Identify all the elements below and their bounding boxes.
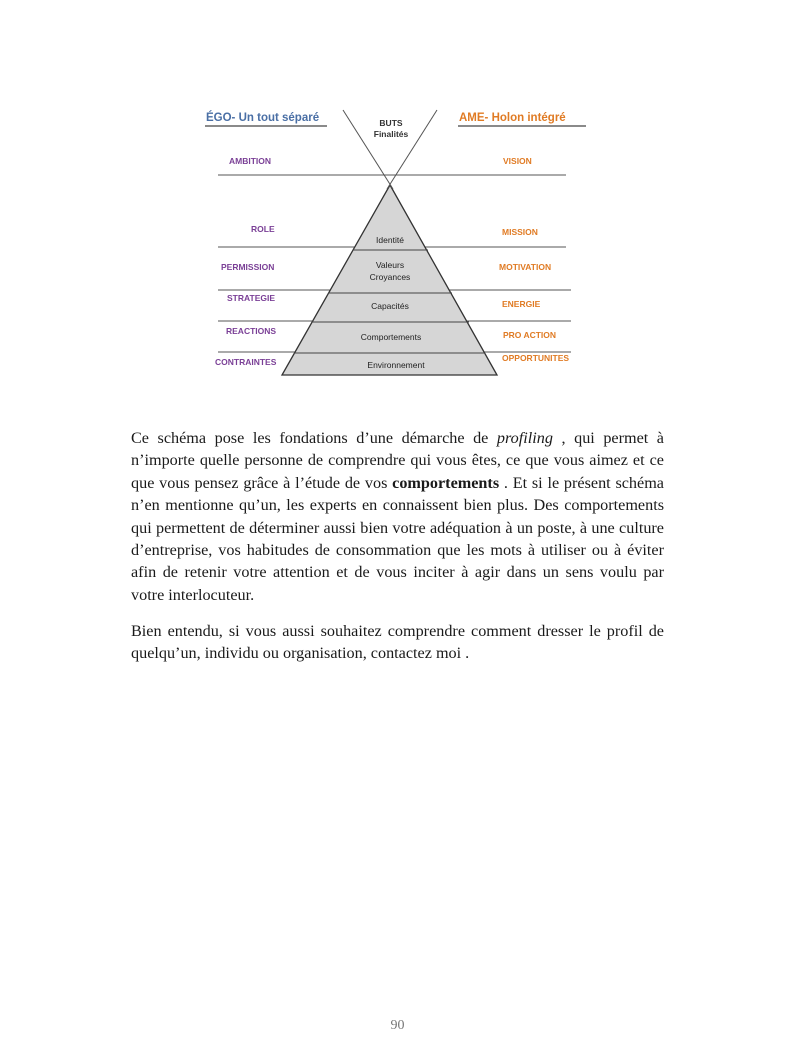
top-label-buts: BUTS <box>379 118 403 128</box>
level-croyances: Croyances <box>369 272 411 282</box>
italic-term-profiling: profiling <box>496 429 553 447</box>
left-label-contraintes: CONTRAINTES <box>215 357 277 367</box>
paragraph-text: , qui permet à n’importe quelle personne de comprendre qui vous êtes, ce que vous aimez et ce que vous pensez grâce à l’étude de vos <box>131 429 664 492</box>
right-label-energie: ENERGIE <box>502 299 541 309</box>
right-title: AME- Holon intégré <box>459 112 566 124</box>
pyramid-svg <box>205 105 590 385</box>
paragraph-text: . Et si le présent schéma n’en mentionne qu’un, les experts en connaissent bien plus. Des comportements qui permettent de déterminer aussi bien votre adéquation à un poste, à une culture d’entreprise, vos habitudes de consommation que les mots à utiliser ou à éviter afin de retenir votre attention et de vous inciter à agir dans un sens voulu par votre interlocuteur. <box>131 473 664 604</box>
left-label-ambition: AMBITION <box>229 156 272 166</box>
left-label-role: ROLE <box>251 224 275 234</box>
right-label-opportunites: OPPORTUNITES <box>502 353 570 363</box>
level-identite: Identité <box>376 235 404 245</box>
page-number: 90 <box>390 1018 405 1033</box>
paragraph-contact: Bien entendu, si vous aussi souhaitez comprendre comment dresser le profil de quelqu’un, individu ou organisation, contactez moi . <box>131 622 664 663</box>
level-capacites: Capacités <box>371 301 409 311</box>
level-comportements: Comportements <box>360 332 422 342</box>
right-label-vision: VISION <box>503 156 532 166</box>
right-label-mission: MISSION <box>502 227 538 237</box>
paragraph-profiling <box>131 427 664 606</box>
level-environnement: Environnement <box>367 360 425 370</box>
right-label-motivation: MOTIVATION <box>499 262 552 272</box>
level-valeurs: Valeurs <box>375 260 405 270</box>
top-label-finalites: Finalités <box>373 129 409 139</box>
left-label-reactions: REACTIONS <box>226 326 277 336</box>
paragraph-text: Ce schéma pose les fondations d’une démarche de <box>131 429 497 447</box>
left-label-strategie: STRATEGIE <box>227 293 276 303</box>
bold-term-comportements: comportements <box>392 473 500 492</box>
ego-ame-pyramid-diagram <box>205 105 590 385</box>
right-label-pro-action: PRO ACTION <box>503 330 557 340</box>
left-label-permission: PERMISSION <box>221 262 275 272</box>
left-title: ÉGO- Un tout séparé <box>206 112 320 124</box>
